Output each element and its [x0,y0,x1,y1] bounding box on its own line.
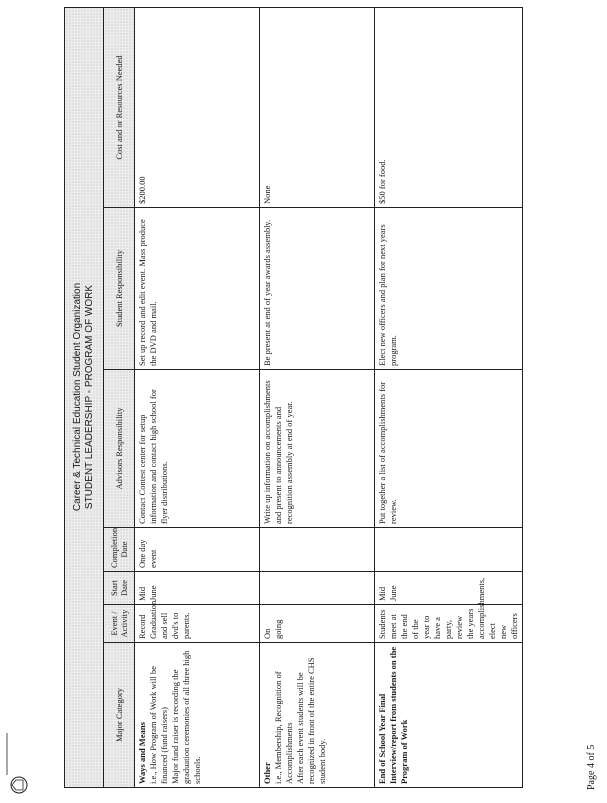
header-completion-date: Completion Date [104,528,135,572]
document-subtitle: STUDENT LEADERSHIP - PROGRAM OF WORK [84,284,95,510]
table-row [135,7,260,787]
event-cell: Record Graduation and sell dvd's to parents. [135,605,260,643]
event-cell: Students meet at the end of the year to have a party, review the years accomplishments, elect new officers [375,605,523,643]
start-date-cell: Mid June [375,572,523,605]
start-date-cell: Mid June [135,572,260,605]
start-date-cell [260,572,375,605]
program-of-work-table [64,7,523,788]
header-start-date: Start Date [104,572,135,605]
school-crest-icon [2,728,36,798]
document-title: Career & Technical Education Student Organization [72,282,83,512]
page-number: Page 4 of 5 [586,744,597,790]
student-cell: Be present at end of year awards assembly. [260,208,375,370]
major-category-cell [135,643,260,788]
category-line: After each event students will be recognized in front of the entire CHS student body. [295,657,327,784]
title-banner [65,7,104,787]
school-logo [2,728,36,798]
cost-cell: None [260,7,375,207]
cost-cell: $200.00 [135,7,260,207]
cost-cell: $50 for food. [375,7,523,207]
event-cell: On going [260,605,375,643]
table-row [260,7,375,787]
table-row [375,7,523,787]
major-category-cell [375,643,523,788]
header-major-category: Major Category [104,643,135,788]
student-cell: Elect new officers and plan for next years program. [375,208,523,370]
completion-date-cell: One day event [135,528,260,572]
category-line: i.e., Membership, Recognition of Accomplishments [273,671,294,784]
category-title: End of School Year Final Interview/report from students on the Program of Work [377,646,409,784]
header-advisors-responsibility: Advisors Responsibility [104,370,135,528]
header-cost-resources: Cost and or Resources Needed [104,7,135,207]
category-line: i.e., How Program of Work will be financed (fund raisers) [148,666,169,784]
advisor-cell: Write up information on accomplishments and present to announcements and recognition assembly at end of year. [260,370,375,528]
header-event-activity: Event / Activity [104,605,135,643]
advisor-cell: Put together a list of accomplishments for review. [375,370,523,528]
category-line: Major fund raiser is recording the graduation ceremonies of all three high schools. [170,650,202,784]
student-cell: Set up record and edit event. Mass produce the DVD and mail. [135,208,260,370]
program-of-work-page [64,8,604,788]
header-student-responsibility: Student Responsibility [104,208,135,370]
category-title: Other [262,762,272,784]
major-category-cell [260,643,375,788]
advisor-cell: Contact Contest center for setup information and contact high school for flyer distributions. [135,370,260,528]
completion-date-cell [260,528,375,572]
completion-date-cell [375,528,523,572]
category-title: Ways and Means [137,722,147,784]
